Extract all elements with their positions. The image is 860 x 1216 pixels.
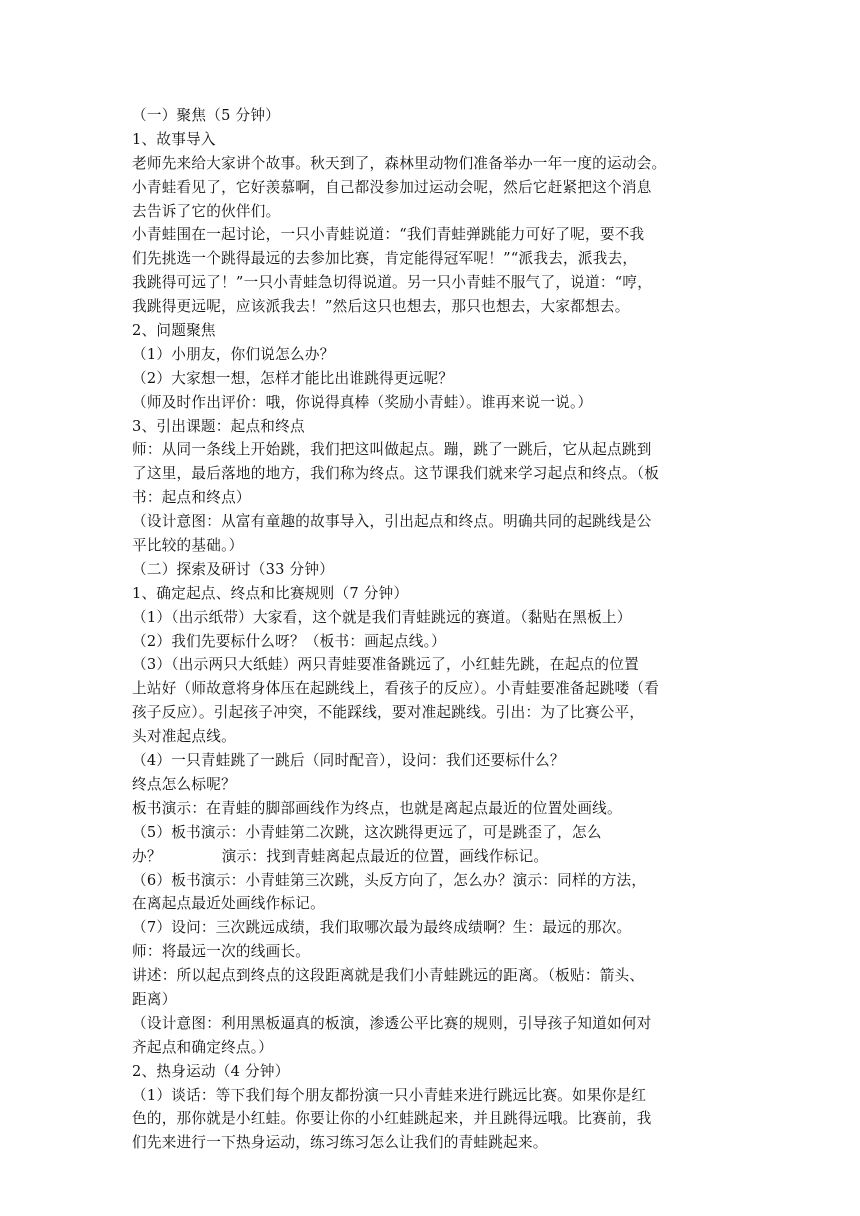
text-line: 头对准起点线。 [132,728,236,746]
subheading: 1、确定起点、终点和比赛规则（7 分钟） [132,584,409,602]
text-line: 在离起点最近处画线作标记。 [132,895,325,913]
section-heading: （一）聚焦（5 分钟） [132,107,281,124]
text-line: 老师先来给大家讲个故事。秋天到了，森林里动物们准备举办一年一度的运动会。 [132,154,667,172]
text-line: 们先来进行一下热身运动，练习练习怎么让我们的青蛙跳起来。 [132,1134,548,1152]
document-body [132,104,746,1155]
text-line: 孩子反应）。引起孩子冲突，不能踩线，要对准起跳线。引出：为了比赛公平， [132,704,645,722]
text-line: 书：起点和终点） [132,489,251,507]
text-line: 齐起点和确定终点。） [132,1038,274,1056]
text-line: 平比较的基础。） [132,537,244,555]
text-line: 上站好（师故意将身体压在起跳线上，看孩子的反应）。小青蛙要准备起跳喽（看 [132,680,660,698]
text-line: 我跳得可远了！”一只小青蛙急切得说道。另一只小青蛙不服气了，说道：“哼， [132,274,653,292]
text-line: （设计意图：从富有童趣的故事导入，引出起点和终点。明确共同的起跳线是公 [132,513,652,531]
text-line: （7）设问：三次跳远成绩，我们取哪次最为最终成绩啊？生：最远的那次。 [132,919,632,937]
text-line: 了这里，最后落地的地方，我们称为终点。这节课我们就来学习起点和终点。（板 [132,465,660,483]
text-line [132,845,746,869]
text-line: 色的，那你就是小红蛙。你要让你的小红蛙跳起来，并且跳得远哦。比赛前，我 [132,1110,652,1128]
text-line: 小青蛙围在一起讨论，一只小青蛙说道：“我们青蛙弹跳能力可好了呢，要不我 [132,226,645,244]
text-line: （师及时作出评价：哦，你说得真棒（奖励小青蛙）。谁再来说一说。） [132,393,593,411]
text-line: 们先挑选一个跳得最远的去参加比赛，肯定能得冠军呢！”“派我去，派我去， [132,250,638,268]
subheading: 1、故事导入 [132,130,216,148]
text-line: 师：从同一条线上开始跳，我们把这叫做起点。蹦，跳了一跳后，它从起点跳到 [132,441,652,459]
text-line: （设计意图：利用黑板逼真的板演，渗透公平比赛的规则，引导孩子知道如何对 [132,1014,652,1032]
subheading: 2、问题聚焦 [132,322,216,340]
text-line: （6）板书演示：小青蛙第三次跳，头反方向了，怎么办？演示：同样的方法， [132,871,647,889]
subheading: 3、引出课题：起点和终点 [132,417,305,435]
text-line: 距离） [132,990,177,1008]
text-line: （2）大家想一想，怎样才能比出谁跳得更远呢？ [132,369,454,387]
text-line: （1）小朋友，你们说怎么办？ [132,345,335,363]
text-line: 终点怎么标呢？ [132,775,236,793]
text-fragment: 办？ [132,847,162,865]
text-line: （5）板书演示：小青蛙第二次跳，这次跳得更远了，可是跳歪了，怎么 [132,823,602,841]
text-line: 师：将最远一次的线画长。 [132,943,311,961]
text-line: 去告诉了它的伙伴们。 [132,202,281,220]
text-line: （2）我们先要标什么呀？（板书：画起点线。） [132,632,446,650]
section-heading: （二）探索及研讨（33 分钟） [132,560,335,578]
text-line: （1）（出示纸带）大家看，这个就是我们青蛙跳远的赛道。（黏贴在黑板上） [132,608,632,626]
text-line: 讲述：所以起点到终点的这段距离就是我们小青蛙跳远的距离。（板贴：箭头、 [132,967,645,985]
text-line: 小青蛙看见了，它好羡慕啊，自己都没参加过运动会呢，然后它赶紧把这个消息 [132,178,652,196]
text-line: （3）（出示两只大纸蛙）两只青蛙要准备跳远了，小红蛙先跳，在起点的位置 [132,656,639,674]
text-line: 我跳得更远呢，应该派我去！”然后这只也想去，那只也想去，大家都想去。 [132,298,630,316]
subheading: 2、热身运动（4 分钟） [132,1062,290,1080]
text-fragment: 演示：找到青蛙离起点最近的位置，画线作标记。 [221,847,549,865]
text-line: 板书演示：在青蛙的脚部画线作为终点，也就是离起点最近的位置处画线。 [132,799,622,817]
text-line: （1）谈话：等下我们每个朋友都扮演一只小青蛙来进行跳远比赛。如果你是红 [132,1086,647,1104]
text-line: （4）一只青蛙跳了一跳后（同时配音），设问：我们还要标什么？ [132,752,565,770]
